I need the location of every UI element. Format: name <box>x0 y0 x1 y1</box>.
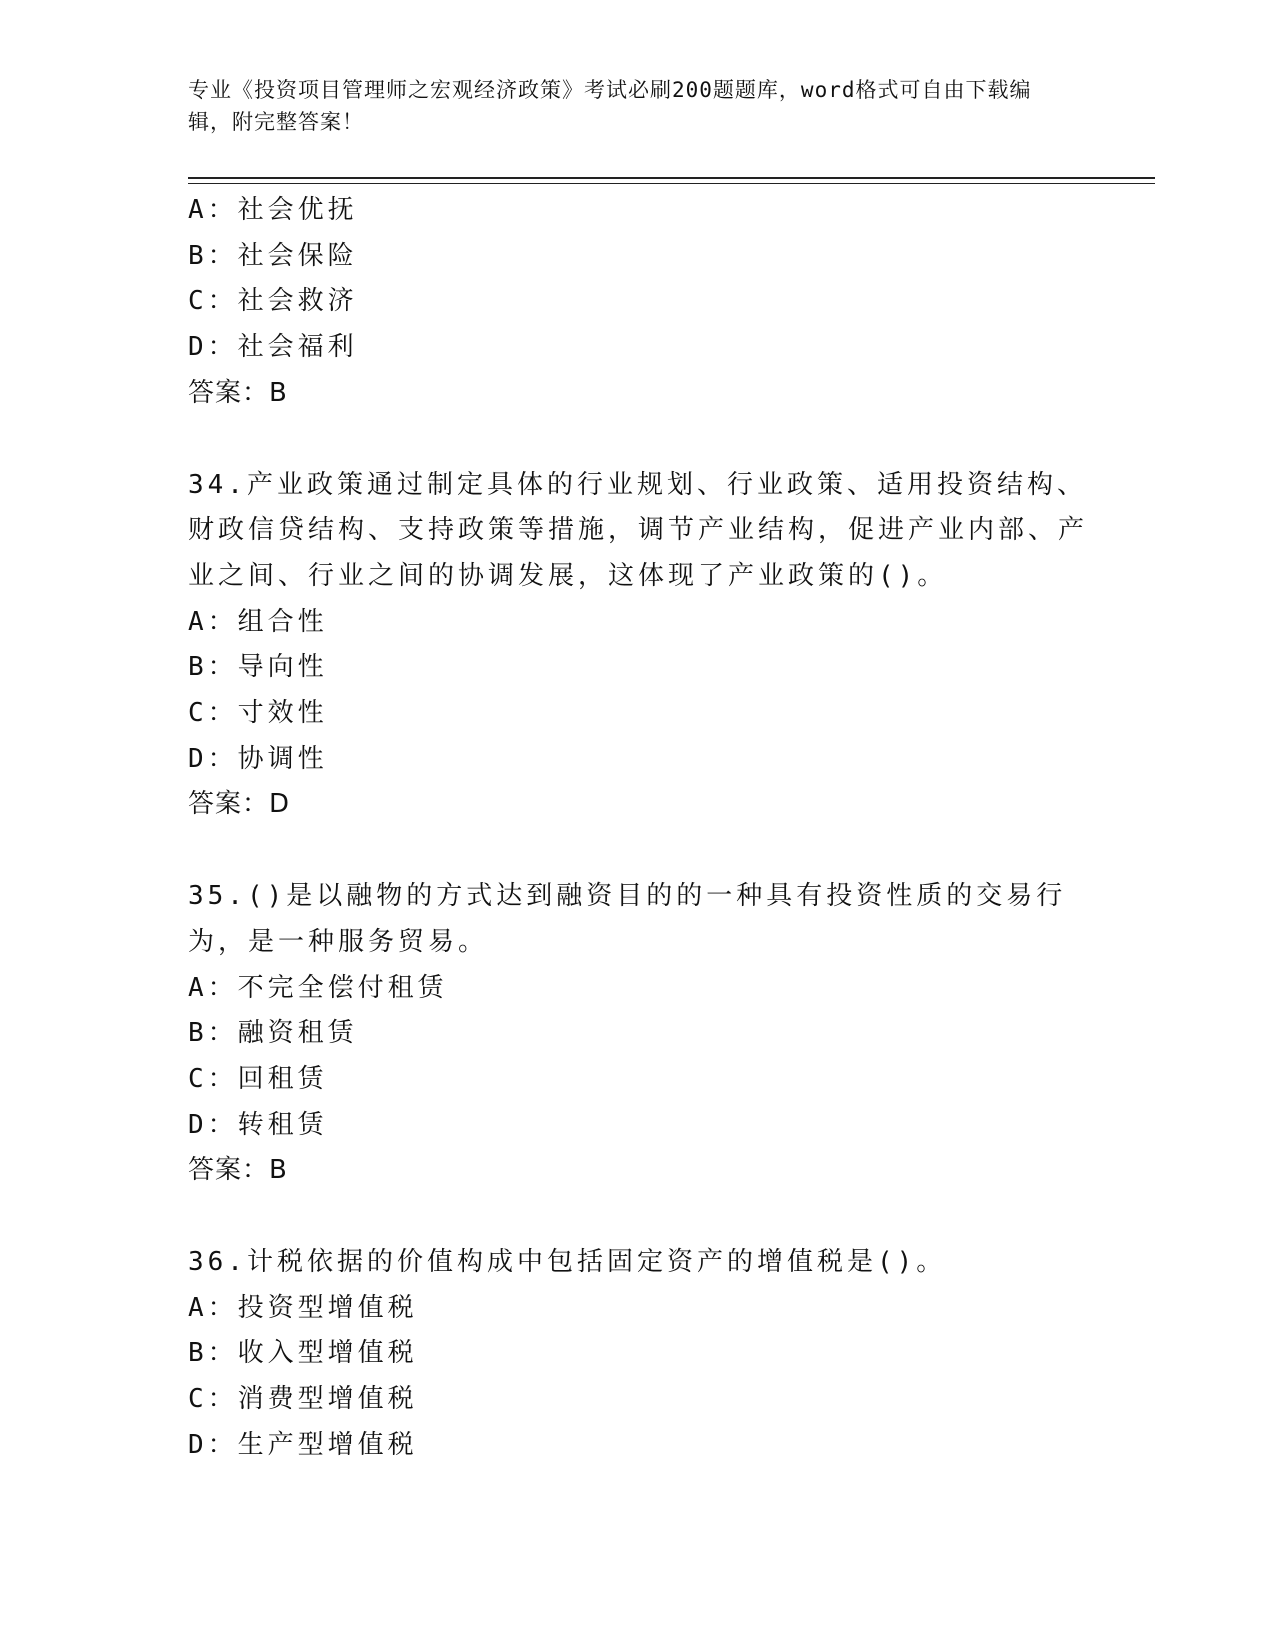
spacer <box>188 417 1088 463</box>
option-c: C：社会救济 <box>188 286 358 317</box>
option-b: B：收入型增值税 <box>188 1338 418 1369</box>
spacer <box>188 1194 1088 1240</box>
option-b: B：融资租赁 <box>188 1018 358 1049</box>
question-block <box>188 874 1088 1194</box>
question-block <box>188 188 1088 417</box>
question-block <box>188 463 1088 829</box>
question-list <box>188 188 1088 1469</box>
option-d: D：生产型增值税 <box>188 1429 418 1460</box>
header-rule-thin <box>188 183 1155 184</box>
spacer <box>188 828 1088 874</box>
option-c: C：回租赁 <box>188 1063 328 1094</box>
option-b: B：社会保险 <box>188 240 358 271</box>
answer-line: 答案：D <box>188 789 291 820</box>
question-text: 35.()是以融物的方式达到融资目的的一种具有投资性质的交易行为，是一种服务贸易。 <box>188 881 1067 957</box>
question-block <box>188 1240 1088 1469</box>
header-rule-thick <box>188 177 1155 179</box>
option-d: D：转租赁 <box>188 1109 328 1140</box>
option-a: A：组合性 <box>188 606 328 637</box>
option-d: D：社会福利 <box>188 332 358 363</box>
option-d: D：协调性 <box>188 743 328 774</box>
option-a: A：社会优抚 <box>188 195 358 225</box>
question-text: 34.产业政策通过制定具体的行业规划、行业政策、适用投资结构、财政信贷结构、支持政策等措施，调节产业结构，促进产业内部、产业之间、行业之间的协调发展，这体现了产业政策的()。 <box>188 469 1089 591</box>
option-b: B：导向性 <box>188 652 328 683</box>
option-c: C：寸效性 <box>188 698 328 729</box>
answer-line: 答案：B <box>188 1155 288 1186</box>
option-a: A：不完全偿付租赁 <box>188 972 448 1003</box>
answer-line: 答案：B <box>188 377 288 408</box>
option-a: A：投资型增值税 <box>188 1292 418 1323</box>
document-header: 专业《投资项目管理师之宏观经济政策》考试必刷200题题库，word格式可自由下载编辑，附完整答案！ <box>188 78 1032 134</box>
question-text: 36.计税依据的价值构成中包括固定资产的增值税是()。 <box>188 1247 947 1278</box>
option-c: C：消费型增值税 <box>188 1384 418 1415</box>
